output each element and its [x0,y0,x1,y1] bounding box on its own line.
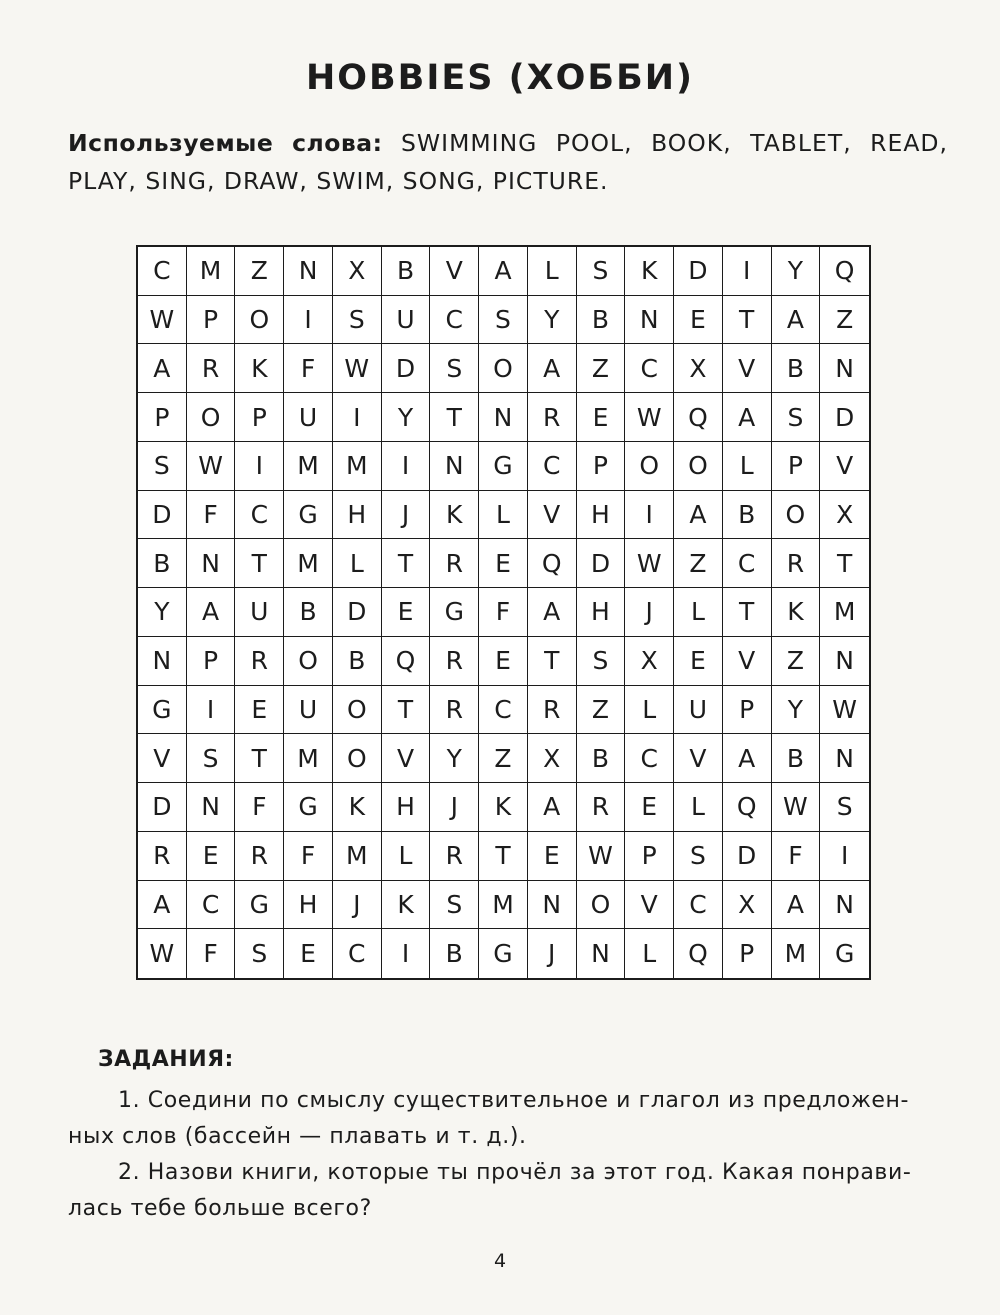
grid-cell: A [138,881,187,930]
grid-cell: L [674,783,723,832]
grid-cell: W [625,539,674,588]
grid-cell: K [479,783,528,832]
grid-cell: N [284,247,333,296]
task-1 [68,1083,946,1155]
grid-cell: R [772,539,821,588]
grid-cell: N [820,881,869,930]
grid-cell: O [625,442,674,491]
grid-cell: I [235,442,284,491]
grid-cell: N [479,393,528,442]
grid-cell: P [187,296,236,345]
grid-cell: E [674,637,723,686]
grid-cell: Y [430,734,479,783]
task-1-line-1: 1. Соедини по смыслу существительное и глагол из предложен- [118,1088,910,1113]
grid-cell: Q [723,783,772,832]
grid-cell: Y [772,247,821,296]
grid-cell: C [235,491,284,540]
grid-cell: S [430,881,479,930]
grid-cell: V [138,734,187,783]
grid-cell: O [284,637,333,686]
grid-cell: E [479,637,528,686]
grid-cell: U [382,296,431,345]
grid-cell: T [723,296,772,345]
grid-cell: F [235,783,284,832]
grid-cell: E [674,296,723,345]
grid-cell: V [382,734,431,783]
grid-cell: O [674,442,723,491]
grid-cell: L [333,539,382,588]
task-2-line-2: лась тебе больше всего? [68,1196,372,1221]
grid-cell: Q [674,393,723,442]
grid-cell: V [820,442,869,491]
task-1-line-2: ных слов (бассейн — плавать и т. д.). [68,1124,527,1149]
grid-cell: V [723,637,772,686]
grid-cell: F [284,832,333,881]
grid-cell: H [382,783,431,832]
grid-cell: K [772,588,821,637]
grid-cell: X [674,344,723,393]
grid-cell: Y [528,296,577,345]
grid-cell: S [577,247,626,296]
grid-cell: P [723,929,772,978]
grid-cell: J [528,929,577,978]
grid-cell: P [625,832,674,881]
grid-cell: C [333,929,382,978]
grid-cell: S [333,296,382,345]
grid-cell: O [187,393,236,442]
grid-cell: S [235,929,284,978]
grid-cell: O [577,881,626,930]
grid-cell: J [333,881,382,930]
grid-cell: F [187,929,236,978]
grid-cell: S [479,296,528,345]
grid-cell: V [674,734,723,783]
grid-cell: A [528,783,577,832]
grid-cell: H [577,491,626,540]
grid-cell: M [820,588,869,637]
grid-cell: R [430,539,479,588]
grid-cell: P [187,637,236,686]
grid-cell: W [820,686,869,735]
grid-cell: I [820,832,869,881]
grid-cell: G [479,929,528,978]
grid-cell: N [577,929,626,978]
grid-cell: Z [577,344,626,393]
grid-cell: O [235,296,284,345]
grid-cell: I [723,247,772,296]
grid-cell: D [382,344,431,393]
grid-cell: U [284,686,333,735]
grid-cell: P [772,442,821,491]
grid-cell: Z [577,686,626,735]
grid-cell: A [674,491,723,540]
grid-cell: V [528,491,577,540]
grid-cell: C [674,881,723,930]
grid-cell: L [528,247,577,296]
grid-cell: M [333,832,382,881]
used-words-list: SWIMMING POOL, BOOK, TABLET, READ, PLAY, SING, DRAW, SWIM, SONG, PICTURE. [68,129,948,195]
grid-cell: S [772,393,821,442]
grid-cell: P [723,686,772,735]
grid-cell: B [577,296,626,345]
grid-cell: H [577,588,626,637]
word-search-grid [136,245,871,980]
grid-cell: K [430,491,479,540]
grid-cell: E [235,686,284,735]
grid-cell: M [187,247,236,296]
grid-cell: Y [382,393,431,442]
grid-cell: G [430,588,479,637]
grid-cell: C [528,442,577,491]
grid-cell: Y [138,588,187,637]
grid-cell: K [625,247,674,296]
grid-cell: E [625,783,674,832]
grid-cell: A [723,393,772,442]
grid-cell: U [674,686,723,735]
grid-cell: P [577,442,626,491]
grid-cell: M [479,881,528,930]
grid-cell: T [430,393,479,442]
grid-cell: T [479,832,528,881]
grid-cell: P [235,393,284,442]
grid-cell: N [820,344,869,393]
grid-cell: G [479,442,528,491]
grid-cell: W [187,442,236,491]
grid-cell: R [138,832,187,881]
grid-cell: F [479,588,528,637]
grid-cell: W [772,783,821,832]
grid-cell: T [235,539,284,588]
grid-cell: X [625,637,674,686]
grid-cell: F [772,832,821,881]
grid-cell: I [382,929,431,978]
task-2 [68,1155,946,1227]
grid-cell: Y [772,686,821,735]
grid-cell: N [820,734,869,783]
grid-cell: V [723,344,772,393]
grid-cell: W [138,929,187,978]
grid-cell: K [382,881,431,930]
grid-cell: J [382,491,431,540]
grid-cell: R [235,832,284,881]
grid-cell: Q [528,539,577,588]
grid-cell: S [577,637,626,686]
grid-cell: M [772,929,821,978]
grid-cell: Q [674,929,723,978]
grid-cell: A [187,588,236,637]
grid-cell: Z [479,734,528,783]
grid-cell: P [138,393,187,442]
grid-cell: B [723,491,772,540]
grid-cell: C [187,881,236,930]
grid-cell: A [479,247,528,296]
grid-cell: M [333,442,382,491]
grid-cell: W [333,344,382,393]
grid-cell: Q [820,247,869,296]
grid-cell: T [528,637,577,686]
grid-cell: M [284,539,333,588]
grid-cell: S [187,734,236,783]
grid-cell: X [723,881,772,930]
grid-cell: T [382,539,431,588]
grid-cell: N [187,783,236,832]
grid-cell: C [430,296,479,345]
grid-cell: W [625,393,674,442]
grid-cell: I [382,442,431,491]
grid-cell: E [284,929,333,978]
grid-cell: O [479,344,528,393]
grid-cell: A [138,344,187,393]
grid-cell: X [333,247,382,296]
grid-cell: R [187,344,236,393]
grid-cell: N [187,539,236,588]
grid-cell: A [528,588,577,637]
grid-cell: G [284,783,333,832]
grid-cell: J [430,783,479,832]
grid-cell: B [382,247,431,296]
grid-cell: X [528,734,577,783]
page-title: HOBBIES (ХОББИ) [305,58,695,98]
grid-cell: E [528,832,577,881]
grid-cell: W [138,296,187,345]
grid-cell: D [333,588,382,637]
grid-cell: C [479,686,528,735]
grid-cell: N [820,637,869,686]
grid-cell: C [138,247,187,296]
grid-cell: C [723,539,772,588]
grid-cell: R [430,832,479,881]
grid-cell: Z [235,247,284,296]
grid-cell: Z [674,539,723,588]
grid-cell: U [284,393,333,442]
grid-cell: T [723,588,772,637]
grid-cell: I [187,686,236,735]
grid-cell: R [577,783,626,832]
grid-cell: G [138,686,187,735]
grid-cell: V [625,881,674,930]
grid-cell: B [138,539,187,588]
grid-cell: O [333,734,382,783]
grid-cell: E [382,588,431,637]
grid-cell: G [834,939,855,969]
grid-cell: R [430,686,479,735]
grid-cell: Q [382,637,431,686]
grid-cell: S [430,344,479,393]
grid-cell: E [187,832,236,881]
grid-cell: W [577,832,626,881]
grid-cell: N [138,637,187,686]
grid-cell: L [674,588,723,637]
grid-cell: T [235,734,284,783]
grid-cell: T [820,539,869,588]
grid-cell: E [577,393,626,442]
grid-cell: R [430,637,479,686]
grid-cell: F [187,491,236,540]
grid-cell: V [430,247,479,296]
grid-cell: N [625,296,674,345]
grid-cell: N [528,881,577,930]
grid-cell: D [820,393,869,442]
grid-cell: K [235,344,284,393]
used-words-label: Используемые слова: [68,129,383,157]
grid-cell: L [382,832,431,881]
grid-cell: D [138,783,187,832]
grid-cell: M [284,442,333,491]
grid-cell: A [723,734,772,783]
grid-cell: C [625,734,674,783]
grid-cell: D [138,491,187,540]
grid-cell: A [528,344,577,393]
grid-cell: R [528,393,577,442]
grid-cell: F [284,344,333,393]
grid-cell: B [333,637,382,686]
task-2-line-1: 2. Назови книги, которые ты прочёл за этот год. Какая понрави- [118,1160,912,1185]
grid-cell: Z [772,637,821,686]
grid-cell: L [479,491,528,540]
grid-cell: M [284,734,333,783]
tasks-heading: ЗАДАНИЯ: [98,1047,234,1072]
grid-cell: G [284,491,333,540]
page-number: 4 [493,1250,507,1272]
grid-cell: L [723,442,772,491]
grid-cell: N [430,442,479,491]
grid-cell: B [772,734,821,783]
grid-cell: U [235,588,284,637]
used-words [68,124,948,200]
grid-cell: O [333,686,382,735]
grid-cell: O [772,491,821,540]
grid-cell: B [284,588,333,637]
grid-cell: H [333,491,382,540]
grid-cell: D [577,539,626,588]
grid-cell: K [333,783,382,832]
grid-cell: R [528,686,577,735]
grid-cell: D [723,832,772,881]
grid-cell: B [430,929,479,978]
grid-cell: S [138,442,187,491]
grid-cell: E [479,539,528,588]
grid-cell: J [625,588,674,637]
grid-cell: I [333,393,382,442]
grid-cell: A [772,296,821,345]
grid-cell: B [772,344,821,393]
grid-cell: C [625,344,674,393]
grid-cell: L [625,929,674,978]
grid-cell: G [235,881,284,930]
grid-cell: B [577,734,626,783]
grid-cell: A [772,881,821,930]
grid-cell: D [674,247,723,296]
grid-cell: I [625,491,674,540]
grid-cell: Z [820,296,869,345]
grid-cell: H [284,881,333,930]
grid-cell: R [235,637,284,686]
grid-cell: L [625,686,674,735]
grid-cell: T [382,686,431,735]
grid-cell: S [820,783,869,832]
grid-cell: I [284,296,333,345]
grid-cell: S [674,832,723,881]
grid-cell: X [820,491,869,540]
